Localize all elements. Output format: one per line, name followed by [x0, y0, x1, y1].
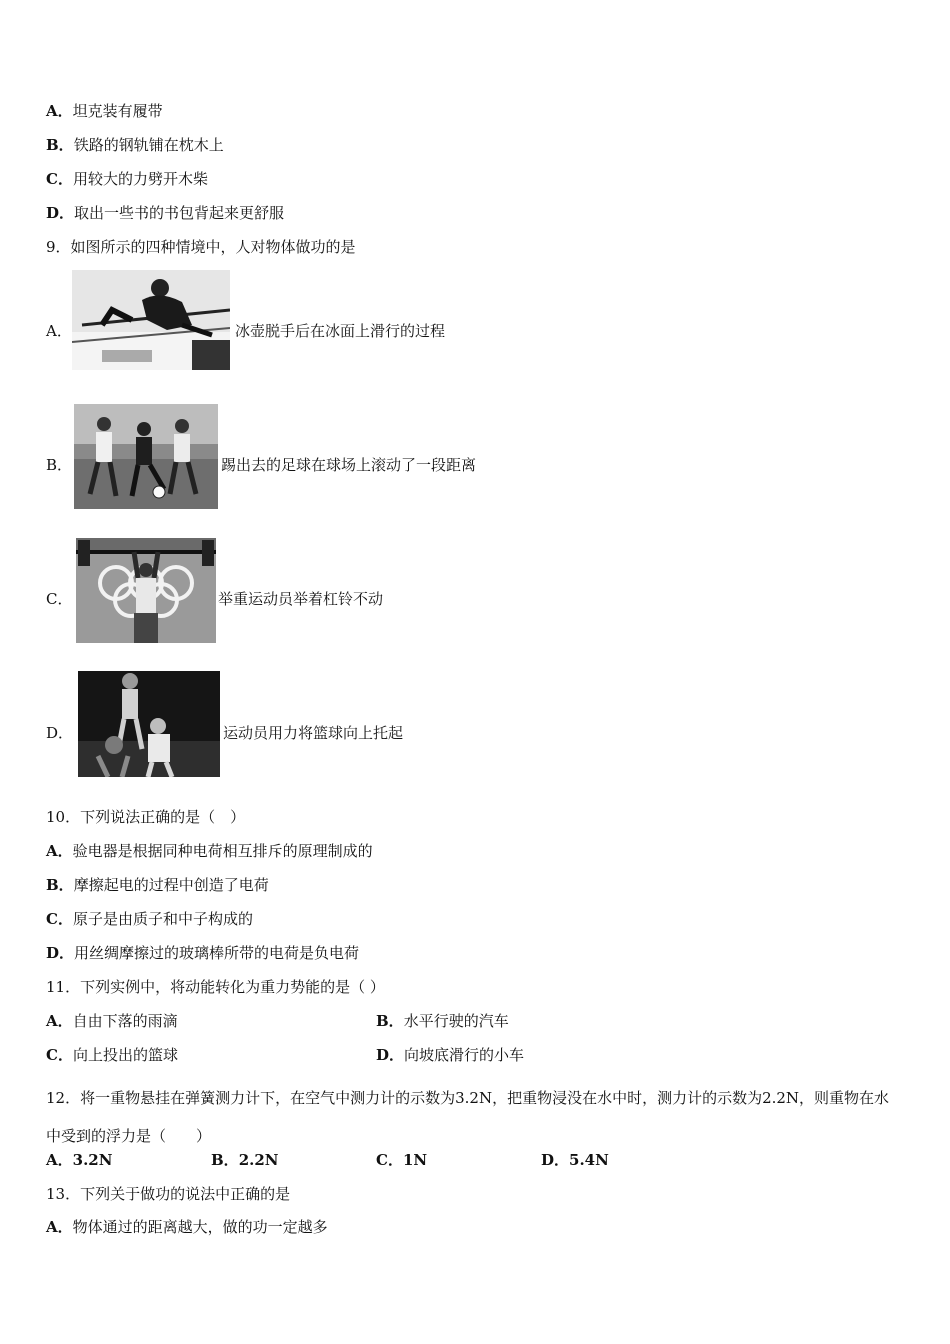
q10-stem: 10．下列说法正确的是（ ）	[46, 808, 246, 826]
q12-option-b: B．2.2N	[211, 1151, 279, 1169]
q9-option-b-text: 踢出去的足球在球场上滚动了一段距离	[221, 456, 477, 474]
q9-option-c-label: C．	[46, 590, 73, 608]
curling-photo	[72, 270, 230, 370]
q10-option-d: D．用丝绸摩擦过的玻璃棒所带的电荷是负电荷	[46, 944, 360, 962]
q13-option-a: A．物体通过的距离越大，做的功一定越多	[46, 1218, 328, 1236]
q11-option-b: B．水平行驶的汽车	[376, 1012, 509, 1030]
q11-stem: 11．下列实例中，将动能转化为重力势能的是（ ）	[46, 978, 385, 996]
q12-option-a: A．3.2N	[46, 1151, 113, 1169]
q12-option-c: C．1N	[376, 1151, 428, 1169]
q8-option-c: C．用较大的力劈开木柴	[46, 170, 208, 188]
q13-stem: 13．下列关于做功的说法中正确的是	[46, 1185, 291, 1203]
soccer-photo	[74, 404, 218, 509]
q9-option-b-label: B．	[46, 456, 73, 474]
q10-option-b: B．摩擦起电的过程中创造了电荷	[46, 876, 269, 894]
q9-option-a-text: 冰壶脱手后在冰面上滑行的过程	[235, 322, 446, 340]
q12-stem: 12．将一重物悬挂在弹簧测力计下，在空气中测力计的示数为3.2N，把重物浸没在水中时，测力计的示数为2.2N，则重物在水中受到的浮力是（ ）	[46, 1089, 890, 1145]
q9-option-c-text: 举重运动员举着杠铃不动	[218, 590, 384, 608]
q9-stem: 9．如图所示的四种情境中，人对物体做功的是	[46, 238, 356, 256]
basketball-photo	[78, 671, 220, 777]
weightlifting-photo	[76, 538, 216, 643]
q12-option-d: D．5.4N	[541, 1151, 609, 1169]
q11-option-a: A．自由下落的雨滴	[46, 1012, 178, 1030]
q9-option-a-label: A．	[46, 322, 72, 340]
q9-option-d-label: D．	[46, 724, 74, 742]
q8-option-b: B．铁路的钢轨铺在枕木上	[46, 136, 224, 154]
q11-option-c: C．向上投出的篮球	[46, 1046, 178, 1064]
q11-option-d: D．向坡底滑行的小车	[376, 1046, 525, 1064]
q9-option-d-text: 运动员用力将篮球向上托起	[223, 724, 404, 742]
q8-option-d: D．取出一些书的书包背起来更舒服	[46, 204, 285, 222]
q8-option-a: A．坦克装有履带	[46, 102, 163, 120]
q10-option-a: A．验电器是根据同种电荷相互排斥的原理制成的	[46, 842, 373, 860]
q10-option-c: C．原子是由质子和中子构成的	[46, 910, 253, 928]
